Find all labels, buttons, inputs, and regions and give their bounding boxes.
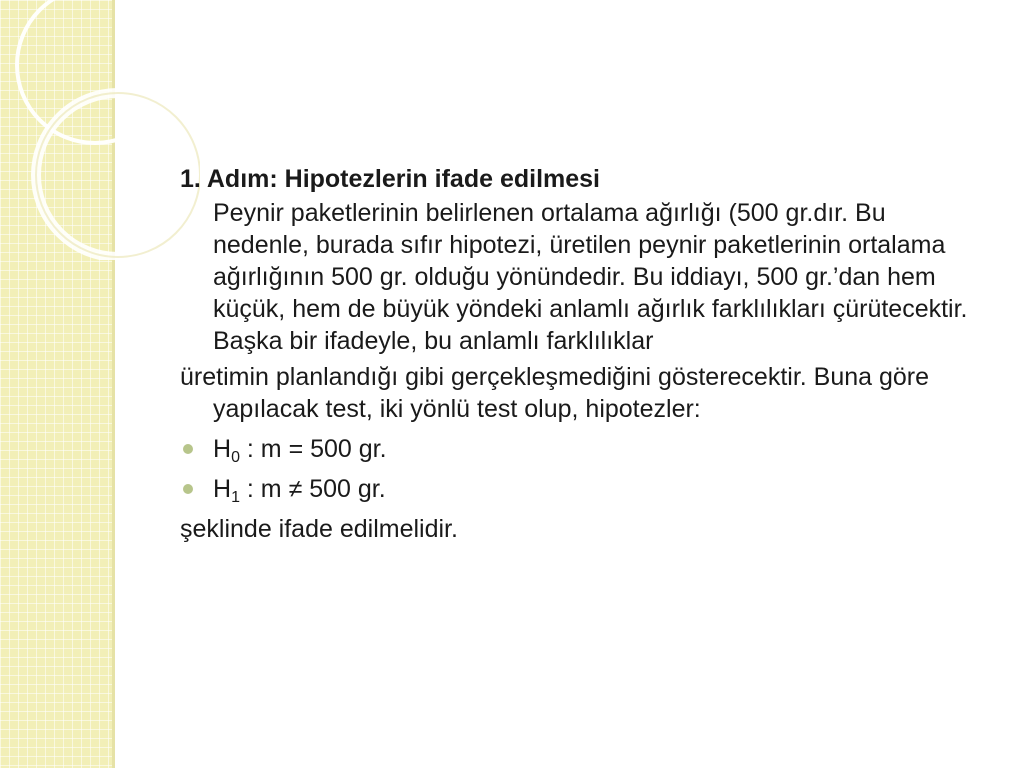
decorative-rings [0, 0, 200, 260]
hypothesis-null-symbol: H [213, 435, 232, 463]
hypothesis-alternative-symbol: H [213, 475, 232, 503]
bullet-icon [183, 484, 193, 494]
hypothesis-null [180, 433, 985, 465]
hypothesis-null-expression [213, 435, 387, 466]
paragraph-claim [180, 197, 985, 357]
ring-lower-shade [36, 93, 200, 257]
bullet-icon [183, 444, 193, 454]
hypothesis-null-rest: : m = 500 gr. [239, 435, 387, 463]
hypothesis-alternative-subscript: 1 [231, 489, 240, 506]
hypothesis-null-subscript: 0 [231, 449, 240, 466]
hypothesis-alternative-rest: : m ≠ 500 gr. [239, 475, 386, 503]
step-heading: 1. Adım: Hipotezlerin ifade edilmesi [180, 165, 600, 193]
paragraph-claim-text: Peynir paketlerinin belirlenen ortalama ağırlığı (500 gr.dır. Bu nedenle, burada sıfır hipotezi, üretilen peynir paketlerinin ortalama ağırlığının 500 gr. olduğu yönündedir. Bu iddiayı, 500 gr.’dan hem küçük, hem de büyük yöndeki anlamlı ağırlık farklılıkları çürütecektir. Başka bir ifadeyle, bu anlamlı farklılıklar [213, 199, 968, 355]
hypothesis-alternative [180, 473, 985, 505]
closing-sentence: şeklinde ifade edilmelidir. [180, 515, 458, 543]
ring-upper [17, 0, 173, 143]
slide-body [180, 163, 985, 545]
hypothesis-alternative-expression [213, 475, 386, 506]
paragraph-conclusion: üretimin planlandığı gibi gerçekleşmediğini gösterecektir. Buna göre yapılacak test, iki yönlü test olup, hipotezler: [180, 363, 930, 423]
